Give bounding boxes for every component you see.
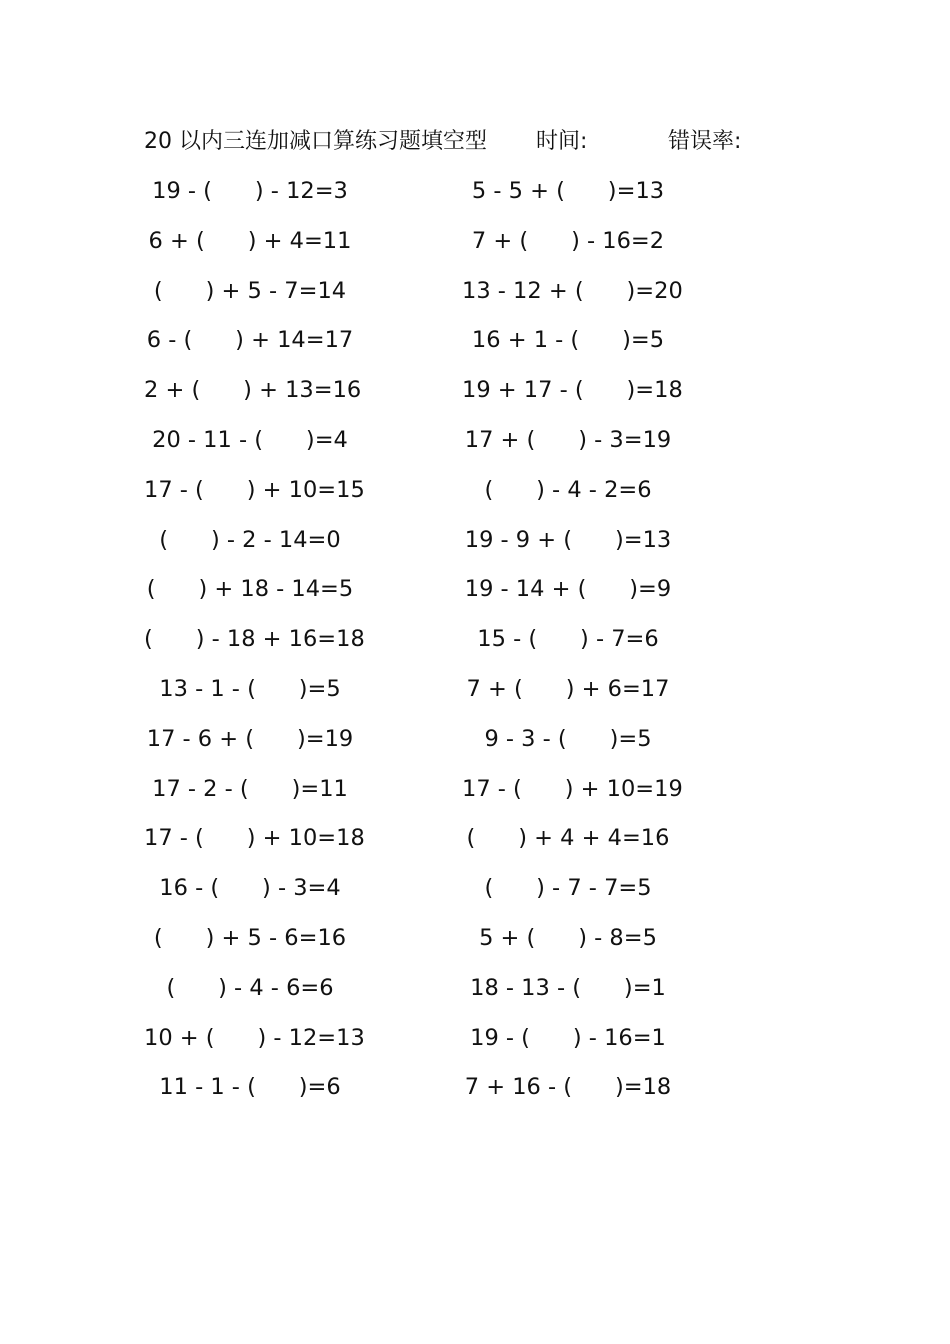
- problem-row: 19 - ( ) - 16=1: [470, 1024, 666, 1051]
- problem-row: 15 - ( ) - 7=6: [477, 626, 659, 653]
- problem-row: ( ) - 2 - 14=0: [159, 526, 341, 553]
- problem-row: 5 - 5 + ( )=13: [471, 178, 665, 204]
- problem-row: ( ) - 4 - 2=6: [484, 476, 652, 503]
- problem-row: 16 - ( ) - 3=4: [159, 875, 341, 902]
- problem-row: 17 + ( ) - 3=19: [464, 426, 672, 453]
- problem-row: ( ) + 18 - 14=5: [146, 576, 354, 603]
- problem-row: 16 + 1 - ( )=5: [471, 327, 665, 354]
- right-problem-column: [462, 174, 683, 1120]
- problem-row: 7 + ( ) - 16=2: [471, 227, 665, 254]
- worksheet-header: [144, 126, 784, 158]
- problem-row: 2 + ( ) + 13=16: [144, 377, 362, 404]
- worksheet-title: 20 以内三连加减口算练习题填空型: [144, 129, 487, 154]
- problem-row: 6 - ( ) + 14=17: [146, 327, 354, 354]
- problem-row: 10 + ( ) - 12=13: [144, 1024, 365, 1051]
- problem-row: 5 + ( ) - 8=5: [479, 924, 657, 951]
- problem-row: 17 - ( ) + 10=19: [462, 775, 683, 802]
- problem-row: ( ) + 5 - 7=14: [153, 277, 347, 304]
- problem-row: 7 + 16 - ( )=18: [464, 1074, 672, 1101]
- problem-row: 9 - 3 - ( )=5: [484, 725, 652, 752]
- problem-row: ( ) - 18 + 16=18: [144, 626, 365, 653]
- problem-row: 19 - ( ) - 12=3: [152, 178, 348, 204]
- left-problem-column: [144, 174, 365, 1120]
- time-label: 时间:: [536, 129, 588, 154]
- problem-row: 19 + 17 - ( )=18: [462, 377, 683, 404]
- error-rate-label: 错误率:: [668, 129, 742, 154]
- problem-row: 17 - ( ) + 10=18: [144, 825, 365, 852]
- problem-row: 20 - 11 - ( )=4: [152, 426, 348, 453]
- problem-row: 7 + ( ) + 6=17: [466, 675, 670, 702]
- problem-row: 18 - 13 - ( )=1: [470, 974, 666, 1001]
- problem-row: ( ) + 5 - 6=16: [153, 924, 347, 951]
- problem-row: ( ) + 4 + 4=16: [466, 825, 670, 852]
- problem-row: 13 - 1 - ( )=5: [159, 675, 341, 702]
- problem-row: 17 - 2 - ( )=11: [152, 775, 348, 802]
- problem-row: 13 - 12 + ( )=20: [462, 277, 683, 304]
- problem-row: ( ) - 7 - 7=5: [484, 875, 652, 902]
- problem-row: 17 - ( ) + 10=15: [144, 476, 365, 503]
- problem-row: 19 - 9 + ( )=13: [464, 526, 672, 553]
- problem-row: 11 - 1 - ( )=6: [159, 1074, 341, 1101]
- problem-row: 17 - 6 + ( )=19: [146, 725, 354, 752]
- problem-row: 19 - 14 + ( )=9: [464, 576, 672, 603]
- problem-row: ( ) - 4 - 6=6: [166, 974, 334, 1001]
- problem-row: 6 + ( ) + 4=11: [148, 227, 352, 254]
